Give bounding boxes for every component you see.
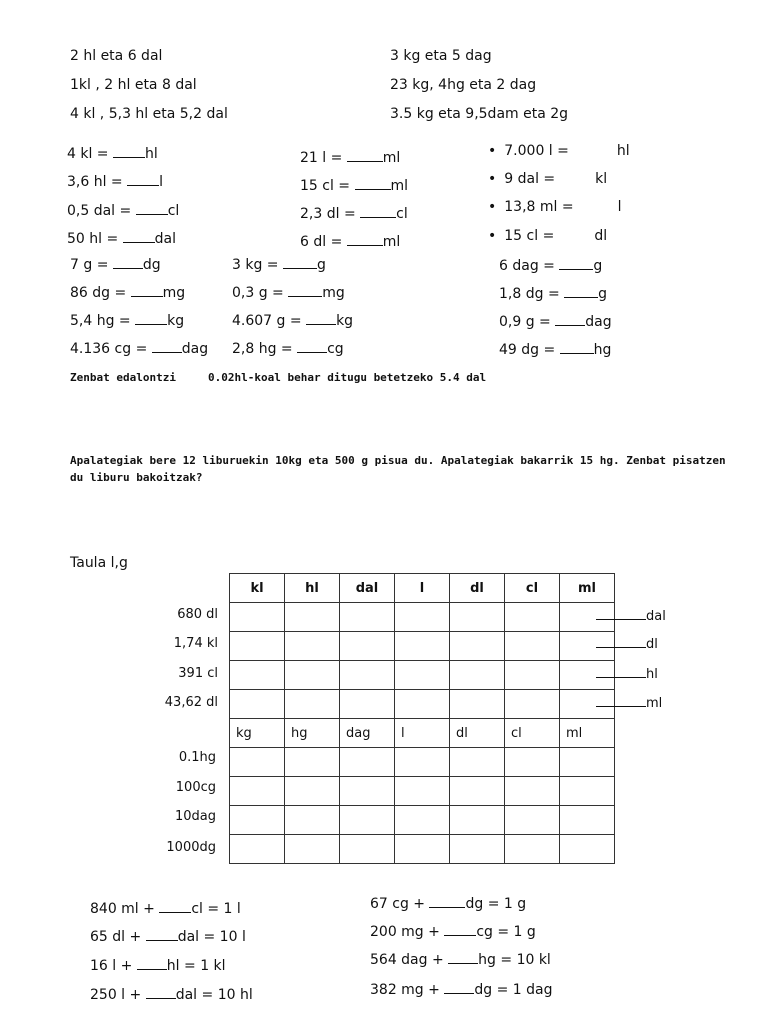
table-header-cell: hl [285, 574, 340, 603]
table-cell[interactable] [340, 603, 395, 632]
table-cell[interactable] [285, 806, 340, 835]
conversion-item: 4.607 g = kg [232, 313, 354, 329]
table-cell[interactable] [560, 748, 615, 777]
table-cell[interactable] [285, 661, 340, 690]
table-cell[interactable] [230, 661, 285, 690]
table-mass-header-row [230, 719, 615, 748]
conversion-item: 50 hl = dal [67, 231, 177, 247]
table-header-cell: dal [340, 574, 395, 603]
table-header-cell: cl [505, 719, 560, 748]
conversion-item: 3 kg = g [232, 257, 326, 273]
equation-item: 65 dl + dal = 10 l [90, 929, 246, 945]
side-answer: ml [596, 694, 662, 713]
table-header-cell: cl [505, 574, 560, 603]
table-row-label: 100cg [175, 780, 216, 795]
table-cell[interactable] [285, 748, 340, 777]
equation-item: 67 cg + dg = 1 g [370, 896, 527, 912]
table-cell[interactable] [285, 835, 340, 864]
equation-item: 250 l + dal = 10 hl [90, 987, 253, 1003]
table-cell[interactable] [505, 603, 560, 632]
table-cell[interactable] [230, 748, 285, 777]
table-header-cell: ml [560, 574, 615, 603]
table-cell[interactable] [450, 777, 505, 806]
table-cell[interactable] [505, 661, 560, 690]
unit-table [229, 573, 615, 864]
table-cell[interactable] [395, 603, 450, 632]
sum-left-1: 2 hl eta 6 dal [70, 48, 163, 64]
table-header-cell: dl [450, 719, 505, 748]
conversion-item: 21 l = ml [300, 150, 401, 166]
question-1-start: Zenbat edalontzi [70, 371, 176, 384]
table-row [230, 835, 615, 864]
sum-right-1: 3 kg eta 5 dag [390, 48, 492, 64]
table-cell[interactable] [230, 777, 285, 806]
table-header-cell: kl [230, 574, 285, 603]
table-header-cell: ml [560, 719, 615, 748]
conversion-item: 4.136 cg = dag [70, 341, 209, 357]
sum-right-3: 3.5 kg eta 9,5dam eta 2g [390, 106, 569, 122]
table-cell[interactable] [450, 632, 505, 661]
table-cell[interactable] [340, 661, 395, 690]
table-header-cell: hg [285, 719, 340, 748]
side-answer: dl [596, 635, 658, 654]
conversion-item: 4 kl = hl [67, 146, 158, 162]
table-row [230, 603, 615, 632]
conversion-item: 0,5 dal = cl [67, 203, 180, 219]
table-cell[interactable] [560, 806, 615, 835]
table-header-cell: l [395, 719, 450, 748]
table-cell[interactable] [230, 603, 285, 632]
table-row [230, 661, 615, 690]
table-cell[interactable] [340, 835, 395, 864]
table-cell[interactable] [505, 835, 560, 864]
table-header-cell: dl [450, 574, 505, 603]
table-cell[interactable] [560, 777, 615, 806]
table-row [230, 777, 615, 806]
table-cell[interactable] [285, 603, 340, 632]
table-header-cell: dag [340, 719, 395, 748]
table-row-label: 0.1hg [178, 750, 216, 765]
table-cell[interactable] [560, 835, 615, 864]
table-row [230, 690, 615, 719]
table-cell[interactable] [505, 632, 560, 661]
conversion-item: 6 dag = g [499, 258, 603, 274]
table-cell[interactable] [340, 632, 395, 661]
table-row [230, 806, 615, 835]
conversion-item: 7 g = dg [70, 257, 161, 273]
conversion-item: 86 dg = mg [70, 285, 186, 301]
table-row-label: 43,62 dl [164, 695, 218, 710]
table-cell[interactable] [285, 690, 340, 719]
side-answer: hl [596, 665, 658, 684]
table-cell[interactable] [450, 690, 505, 719]
conversion-item: • 7.000 l = hl [488, 142, 630, 160]
table-cell[interactable] [450, 748, 505, 777]
table-cell[interactable] [450, 835, 505, 864]
table-row [230, 748, 615, 777]
table-cell[interactable] [230, 806, 285, 835]
table-cell[interactable] [230, 690, 285, 719]
sum-left-3: 4 kl , 5,3 hl eta 5,2 dal [70, 106, 228, 122]
table-cell[interactable] [395, 748, 450, 777]
table-row-label: 1000dg [166, 840, 216, 855]
equation-item: 564 dag + hg = 10 kl [370, 952, 551, 968]
equation-item: 16 l + hl = 1 kl [90, 958, 226, 974]
table-cell[interactable] [395, 632, 450, 661]
table-cell[interactable] [230, 835, 285, 864]
conversion-item: 2,8 hg = cg [232, 341, 344, 357]
sum-right-2: 23 kg, 4hg eta 2 dag [390, 77, 537, 93]
conversion-item: 1,8 dg = g [499, 286, 608, 302]
question-2-line-1: Apalategiak bere 12 liburuekin 10kg eta 500 g pisua du. Apalategiak bakarrik 15 hg. Zenbat pisatzen [70, 454, 726, 467]
table-cell[interactable] [230, 632, 285, 661]
conversion-item: 3,6 hl = l [67, 174, 164, 190]
table-cell[interactable] [450, 661, 505, 690]
conversion-item: 0,3 g = mg [232, 285, 345, 301]
table-row-label: 1,74 kl [173, 636, 218, 651]
conversion-item: 0,9 g = dag [499, 314, 612, 330]
table-cell[interactable] [505, 690, 560, 719]
table-cell[interactable] [505, 748, 560, 777]
equation-item: 382 mg + dg = 1 dag [370, 982, 553, 998]
table-cell[interactable] [395, 806, 450, 835]
table-title: Taula l,g [70, 555, 128, 571]
conversion-item: 2,3 dl = cl [300, 206, 408, 222]
sum-left-2: 1kl , 2 hl eta 8 dal [70, 77, 197, 93]
conversion-item: 49 dg = hg [499, 342, 612, 358]
side-answer: dal [596, 607, 666, 626]
equation-item: 840 ml + cl = 1 l [90, 901, 241, 917]
conversion-item: • 9 dal = kl [488, 170, 607, 188]
table-row-label: 391 cl [178, 666, 218, 681]
table-header-row [230, 574, 615, 603]
table-row-label: 680 dl [177, 607, 218, 622]
conversion-item: 6 dl = ml [300, 234, 401, 250]
table-cell[interactable] [285, 777, 340, 806]
table-cell[interactable] [340, 690, 395, 719]
conversion-item: 5,4 hg = kg [70, 313, 185, 329]
table-cell[interactable] [395, 777, 450, 806]
table-cell[interactable] [285, 632, 340, 661]
table-cell[interactable] [395, 661, 450, 690]
table-cell[interactable] [340, 806, 395, 835]
question-1-end: 0.02hl-koal behar ditugu betetzeko 5.4 dal [208, 371, 487, 384]
question-2-line-2: du liburu bakoitzak? [70, 471, 203, 484]
table-cell[interactable] [505, 806, 560, 835]
conversion-item: 15 cl = ml [300, 178, 409, 194]
table-cell[interactable] [395, 835, 450, 864]
table-cell[interactable] [450, 603, 505, 632]
equation-item: 200 mg + cg = 1 g [370, 924, 536, 940]
table-cell[interactable] [505, 777, 560, 806]
table-cell[interactable] [340, 777, 395, 806]
table-cell[interactable] [450, 806, 505, 835]
table-row [230, 632, 615, 661]
table-cell[interactable] [340, 748, 395, 777]
conversion-item: • 13,8 ml = l [488, 198, 622, 216]
table-row-label: 10dag [174, 809, 216, 824]
table-header-cell: kg [230, 719, 285, 748]
table-cell[interactable] [395, 690, 450, 719]
table-header-cell: l [395, 574, 450, 603]
conversion-item: • 15 cl = dl [488, 227, 607, 245]
